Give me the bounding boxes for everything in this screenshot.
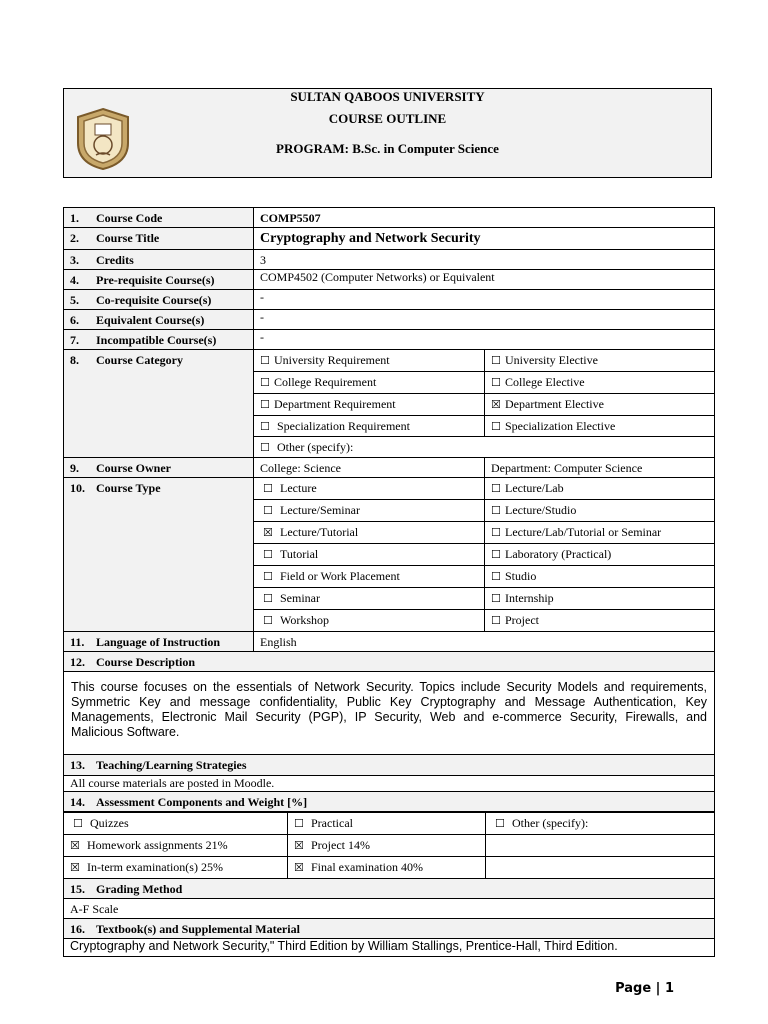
checkbox-empty-icon: ☐ bbox=[491, 526, 501, 539]
checkbox-empty-icon: ☐ bbox=[491, 376, 501, 389]
value-prereq: COMP4502 (Computer Networks) or Equivalent bbox=[254, 270, 715, 290]
checkbox-empty-icon: ☐ bbox=[260, 441, 270, 454]
row-teaching-heading: 13. Teaching/Learning Strategies bbox=[64, 755, 715, 776]
label-course-type: Course Type bbox=[96, 481, 161, 495]
row-teaching-text bbox=[64, 776, 715, 792]
assess-homework[interactable]: ☒ Homework assignments 21% bbox=[64, 835, 288, 857]
checkbox-empty-icon: ☐ bbox=[495, 817, 505, 830]
checkbox-empty-icon: ☐ bbox=[491, 354, 501, 367]
row-incompat: 7. Incompatible Course(s) - bbox=[64, 330, 715, 350]
type-seminar[interactable]: ☐ Seminar bbox=[254, 588, 485, 610]
label-teaching: Teaching/Learning Strategies bbox=[96, 758, 247, 772]
checkbox-empty-icon: ☐ bbox=[260, 376, 270, 389]
option-dept-elec[interactable]: ☒ Department Elective bbox=[485, 394, 715, 416]
checkbox-empty-icon: ☐ bbox=[260, 354, 270, 367]
course-outline-table bbox=[63, 207, 715, 812]
page-number: Page | 1 bbox=[615, 981, 674, 996]
row-coreq: 5. Co-requisite Course(s) - bbox=[64, 290, 715, 310]
checkbox-empty-icon: ☐ bbox=[491, 482, 501, 495]
value-incompat: - bbox=[254, 330, 715, 350]
value-department: Department: Computer Science bbox=[485, 458, 715, 478]
label-coreq: Co-requisite Course(s) bbox=[96, 293, 212, 307]
checkbox-empty-icon: ☐ bbox=[294, 817, 304, 830]
document-type: COURSE OUTLINE bbox=[328, 111, 447, 126]
value-coreq: - bbox=[254, 290, 715, 310]
option-univ-elec[interactable]: ☐ University Elective bbox=[485, 350, 715, 372]
row-description-heading: 12. Course Description bbox=[64, 652, 715, 672]
option-coll-req[interactable]: ☐ College Requirement bbox=[254, 372, 485, 394]
assess-final[interactable]: ☒ Final examination 40% bbox=[288, 857, 486, 879]
row-textbook-heading: 16. Textbook(s) and Supplemental Material bbox=[64, 919, 715, 939]
checkbox-empty-icon: ☐ bbox=[260, 398, 270, 411]
type-project[interactable]: ☐ Project bbox=[485, 610, 715, 632]
checkbox-checked-icon: ☒ bbox=[294, 839, 304, 852]
label-course-title: Course Title bbox=[96, 231, 160, 245]
type-lecture-studio[interactable]: ☐ Lecture/Studio bbox=[485, 500, 715, 522]
checkbox-empty-icon: ☐ bbox=[491, 420, 501, 433]
value-course-title: Cryptography and Network Security bbox=[254, 228, 715, 250]
course-description-text: This course focuses on the essentials of Network Security. Topics include Security Models and requirements, Symmetric Key and message confidentiality, Public Key Cryptography and Message Authentication, Key Managements, Electronic Mail Security (PGP), IP Security, Web and e-commerce Security, Firewalls, and Malicious Software. bbox=[64, 672, 715, 755]
label-incompat: Incompatible Course(s) bbox=[96, 333, 217, 347]
option-other[interactable]: ☐ Other (specify): bbox=[254, 437, 715, 458]
option-dept-req[interactable]: ☐ Department Requirement bbox=[254, 394, 485, 416]
checkbox-empty-icon: ☐ bbox=[263, 482, 273, 495]
assess-project[interactable]: ☒ Project 14% bbox=[288, 835, 486, 857]
label-grading: Grading Method bbox=[96, 882, 183, 896]
label-description: Course Description bbox=[96, 655, 195, 669]
checkbox-empty-icon: ☐ bbox=[73, 817, 83, 830]
assess-quizzes[interactable]: ☐ Quizzes bbox=[64, 813, 288, 835]
label-course-code: Course Code bbox=[96, 211, 163, 225]
row-grading-heading: 15. Grading Method bbox=[64, 879, 715, 899]
checkbox-empty-icon: ☐ bbox=[491, 548, 501, 561]
type-internship[interactable]: ☐ Internship bbox=[485, 588, 715, 610]
value-course-code: COMP5507 bbox=[254, 208, 715, 228]
assess-practical[interactable]: ☐ Practical bbox=[288, 813, 486, 835]
program-name: PROGRAM: B.Sc. in Computer Science bbox=[276, 141, 499, 156]
type-laboratory[interactable]: ☐ Laboratory (Practical) bbox=[485, 544, 715, 566]
university-name: SULTAN QABOOS UNIVERSITY bbox=[290, 89, 485, 104]
row-credits: 3. Credits 3 bbox=[64, 250, 715, 270]
label-textbook: Textbook(s) and Supplemental Material bbox=[96, 922, 300, 936]
row-assessment-heading: 14. Assessment Components and Weight [%] bbox=[64, 792, 715, 812]
label-category: Course Category bbox=[96, 353, 183, 367]
value-college: College: Science bbox=[254, 458, 485, 478]
type-lab-tut-sem[interactable]: ☐ Lecture/Lab/Tutorial or Seminar bbox=[485, 522, 715, 544]
checkbox-checked-icon: ☒ bbox=[263, 526, 273, 539]
row-course-title: 2. Course Title Cryptography and Network Security bbox=[64, 228, 715, 250]
row-equiv: 6. Equivalent Course(s) - bbox=[64, 310, 715, 330]
option-spec-req[interactable]: ☐ Specialization Requirement bbox=[254, 416, 485, 437]
checkbox-checked-icon: ☒ bbox=[491, 398, 501, 411]
assess-other[interactable]: ☐ Other (specify): bbox=[486, 813, 715, 835]
type-field[interactable]: ☐ Field or Work Placement bbox=[254, 566, 485, 588]
checkbox-empty-icon: ☐ bbox=[491, 614, 501, 627]
type-lecture[interactable]: ☐ Lecture bbox=[254, 478, 485, 500]
label-owner: Course Owner bbox=[96, 461, 171, 475]
row-textbook-text bbox=[64, 939, 715, 957]
checkbox-checked-icon: ☒ bbox=[294, 861, 304, 874]
label-equiv: Equivalent Course(s) bbox=[96, 313, 205, 327]
grading-text: A-F Scale bbox=[64, 899, 715, 919]
type-studio[interactable]: ☐ Studio bbox=[485, 566, 715, 588]
checkbox-empty-icon: ☐ bbox=[491, 504, 501, 517]
assess-interm[interactable]: ☒ In-term examination(s) 25% bbox=[64, 857, 288, 879]
label-assessment: Assessment Components and Weight [%] bbox=[96, 795, 308, 809]
type-tutorial[interactable]: ☐ Tutorial bbox=[254, 544, 485, 566]
row-category: 8. Course Category ☐ University Requirement ☐ University Elective bbox=[64, 350, 715, 372]
checkbox-empty-icon: ☐ bbox=[263, 548, 273, 561]
checkbox-empty-icon: ☐ bbox=[263, 592, 273, 605]
value-language: English bbox=[254, 632, 715, 652]
label-credits: Credits bbox=[96, 253, 134, 267]
assessment-table bbox=[63, 812, 715, 879]
row-language: 11. Language of Instruction English bbox=[64, 632, 715, 652]
row-description-text bbox=[64, 672, 715, 755]
textbook-text: Cryptography and Network Security," Third Edition by William Stallings, Prentice-Hall, Third Edition. bbox=[64, 939, 715, 957]
row-course-type: 10. Course Type ☐ Lecture ☐ Lecture/Lab bbox=[64, 478, 715, 500]
row-grading-text bbox=[64, 899, 715, 919]
type-workshop[interactable]: ☐ Workshop bbox=[254, 610, 485, 632]
checkbox-empty-icon: ☐ bbox=[263, 504, 273, 517]
header-box bbox=[63, 88, 712, 178]
checkbox-checked-icon: ☒ bbox=[70, 839, 80, 852]
row-owner: 9. Course Owner College: Science Department: Computer Science bbox=[64, 458, 715, 478]
grading-textbook-table bbox=[63, 878, 715, 957]
label-prereq: Pre-requisite Course(s) bbox=[96, 273, 215, 287]
value-equiv: - bbox=[254, 310, 715, 330]
type-lecture-seminar[interactable]: ☐ Lecture/Seminar bbox=[254, 500, 485, 522]
checkbox-empty-icon: ☐ bbox=[263, 614, 273, 627]
label-language: Language of Instruction bbox=[96, 635, 221, 649]
option-univ-req[interactable]: ☐ University Requirement bbox=[254, 350, 485, 372]
checkbox-empty-icon: ☐ bbox=[260, 420, 270, 433]
option-spec-elec[interactable]: ☐ Specialization Elective bbox=[485, 416, 715, 437]
type-lecture-lab[interactable]: ☐ Lecture/Lab bbox=[485, 478, 715, 500]
row-course-code: 1. Course Code COMP5507 bbox=[64, 208, 715, 228]
checkbox-empty-icon: ☐ bbox=[263, 570, 273, 583]
option-coll-elec[interactable]: ☐ College Elective bbox=[485, 372, 715, 394]
row-prereq: 4. Pre-requisite Course(s) COMP4502 (Computer Networks) or Equivalent bbox=[64, 270, 715, 290]
value-credits: 3 bbox=[254, 250, 715, 270]
checkbox-empty-icon: ☐ bbox=[491, 592, 501, 605]
type-lecture-tutorial[interactable]: ☒ Lecture/Tutorial bbox=[254, 522, 485, 544]
checkbox-checked-icon: ☒ bbox=[70, 861, 80, 874]
checkbox-empty-icon: ☐ bbox=[491, 570, 501, 583]
teaching-text: All course materials are posted in Moodle. bbox=[64, 776, 715, 792]
